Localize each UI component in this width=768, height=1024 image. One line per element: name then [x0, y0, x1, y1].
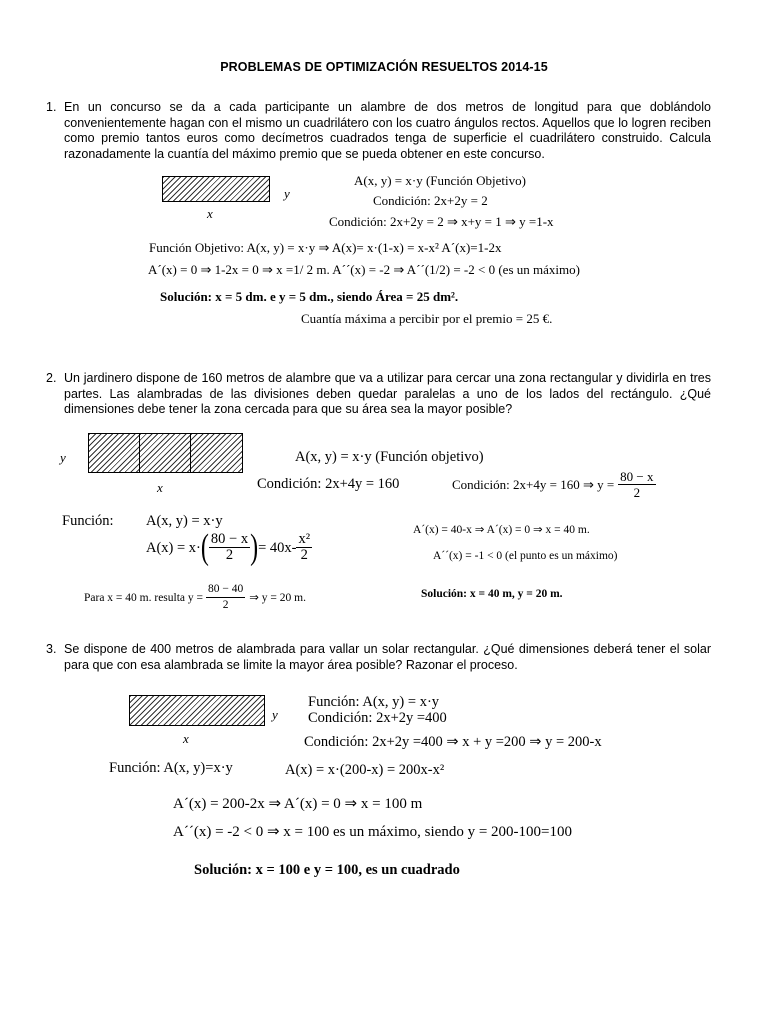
- divider-line: [139, 434, 140, 472]
- fraction-denominator: 2: [300, 547, 308, 563]
- right-paren: ): [250, 528, 259, 567]
- problem-text: En un concurso se da a cada participante un alambre de dos metros de longitud para que doblándolo convenientemente hagan con el mismo un cuadrilátero con los cuatro ángulos rectos. Aquellos que lo logren reciben como premio tantos euros como decímetros cuadrados tenga de superficie el cuadrilátero construido. Calcula razonadamente la cuantía del máximo premio que se pueda obtener en este concurso.: [64, 100, 711, 161]
- problem-1-statement: [46, 100, 711, 162]
- problem-3-rectangle-figure: [129, 695, 265, 726]
- constraint-solved: Condición: 2x+2y =400 ⇒ x + y =200 ⇒ y = 200-x: [304, 734, 602, 750]
- constraint-solved: [452, 469, 656, 500]
- fraction: [209, 532, 250, 563]
- figure-label-x: x: [207, 206, 213, 221]
- problem-2-statement: [46, 371, 711, 418]
- problem-2-divided-rectangle: [88, 433, 243, 473]
- derivative-analysis: A´(x) = 0 ⇒ 1-2x = 0 ⇒ x =1/ 2 m. A´´(x) = -2 ⇒ A´´(1/2) = -2 < 0 (es un máximo): [148, 262, 580, 277]
- problem-text: Un jardinero dispone de 160 metros de alambre que va a utilizar para cercar una zona rectangular y dividirla en tres partes. Las alambradas de las divisiones deben quedar paralelas a uno de los lados del rectángulo. ¿Qué dimensiones debe tener la zona cercada para que su área sea la mayor posible?: [64, 371, 711, 416]
- derivative-analysis: A´(x) = 200-2x ⇒ A´(x) = 0 ⇒ x = 100 m: [173, 796, 423, 812]
- fraction-numerator: x²: [298, 531, 311, 547]
- fraction-numerator: 80 − x: [620, 469, 654, 484]
- problem-number: 2.: [46, 371, 57, 385]
- fraction: [296, 532, 312, 563]
- constraint-solved: Condición: 2x+2y = 2 ⇒ x+y = 1 ⇒ y =1-x: [329, 214, 554, 229]
- y-computation-result: ⇒ y = 20 m.: [249, 591, 306, 604]
- problem-number: 3.: [46, 642, 57, 656]
- fraction-denominator: 2: [225, 547, 234, 563]
- constraint: Condición: 2x+2y =400: [308, 710, 447, 726]
- problem-number: 1.: [46, 100, 57, 114]
- y-computation-prefix: Para x = 40 m. resulta y =: [84, 591, 204, 604]
- figure-label-y: y: [284, 186, 290, 201]
- area-function: A(x, y) = x·y: [146, 513, 223, 529]
- objective-function: A(x, y) = x·y (Función objetivo): [295, 449, 484, 465]
- fraction: [618, 469, 655, 500]
- area-substitution: A(x) = x·(200-x) = 200x-x²: [285, 762, 445, 778]
- derivative-analysis: A´(x) = 40-x ⇒ A´(x) = 0 ⇒ x = 40 m.: [413, 524, 590, 536]
- page-title: PROBLEMAS DE OPTIMIZACIÓN RESUELTOS 2014-15: [220, 60, 548, 74]
- fraction: [206, 582, 245, 613]
- fraction-denominator: 2: [222, 599, 229, 611]
- constraint: Condición: 2x+2y = 2: [373, 193, 488, 208]
- second-derivative: A´´(x) = -2 < 0 ⇒ x = 100 es un máximo, siendo y = 200-100=100: [173, 824, 572, 840]
- solution: Solución: x = 100 e y = 100, es un cuadrado: [194, 862, 460, 878]
- problem-text: Se dispone de 400 metros de alambrada para vallar un solar rectangular. ¿Qué dimensiones deberá tener el solar para que con esa alambrada se limite la mayor área posible? Razonar el proceso.: [64, 642, 711, 672]
- problem-3-statement: [46, 642, 711, 673]
- area-substitution: [146, 528, 312, 567]
- fraction-denominator: 2: [633, 485, 641, 500]
- area-prefix: A(x) = x·: [146, 539, 201, 556]
- divider-line: [190, 434, 191, 472]
- constraint-solved-text: Condición: 2x+4y = 160 ⇒ y =: [452, 476, 615, 492]
- objective-function: Función: A(x, y) = x·y: [308, 694, 440, 710]
- y-computation: [84, 582, 306, 613]
- figure-label-x: x: [183, 731, 189, 746]
- solution: Solución: x = 40 m, y = 20 m.: [421, 588, 563, 600]
- function-label: Función:: [62, 513, 114, 529]
- left-paren: (: [200, 528, 209, 567]
- second-derivative: A´´(x) = -1 < 0 (el punto es un máximo): [433, 550, 618, 562]
- fraction-numerator: 80 − 40: [206, 582, 245, 598]
- figure-label-x: x: [157, 480, 163, 495]
- figure-label-y: y: [60, 450, 66, 465]
- area-result-prefix: = 40x-: [258, 539, 297, 556]
- function-substitution: Función Objetivo: A(x, y) = x·y ⇒ A(x)= x·(1-x) = x-x² A´(x)=1-2x: [149, 240, 502, 255]
- problem-1-rectangle-figure: [162, 176, 270, 202]
- max-prize: Cuantía máxima a percibir por el premio = 25 €.: [301, 311, 553, 326]
- fraction-numerator: 80 − x: [210, 531, 249, 547]
- function-label: Función: A(x, y)=x·y: [109, 760, 233, 776]
- objective-function: A(x, y) = x·y (Función Objetivo): [354, 173, 526, 188]
- solution: Solución: x = 5 dm. e y = 5 dm., siendo Área = 25 dm².: [160, 289, 459, 304]
- constraint: Condición: 2x+4y = 160: [257, 476, 400, 492]
- figure-label-y: y: [272, 707, 278, 722]
